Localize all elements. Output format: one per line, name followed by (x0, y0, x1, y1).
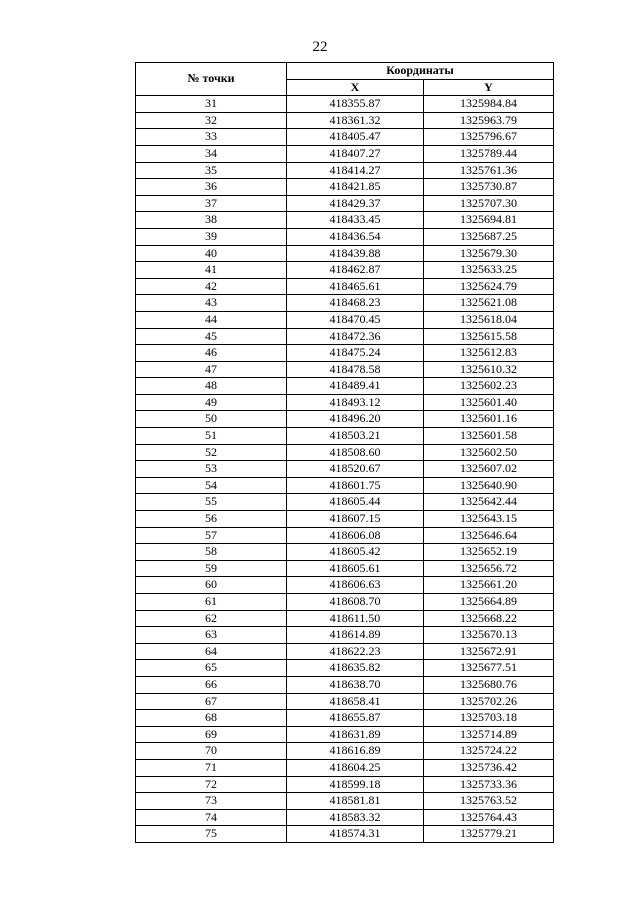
x-coordinate-cell: 418436.54 (287, 228, 424, 245)
x-coordinate-cell: 418605.44 (287, 494, 424, 511)
x-coordinate-cell: 418407.27 (287, 145, 424, 162)
x-coordinate-cell: 418496.20 (287, 411, 424, 428)
table-row (136, 759, 554, 776)
table-row (136, 428, 554, 445)
y-coordinate-cell: 1325621.08 (424, 295, 554, 312)
x-coordinate-cell: 418361.32 (287, 112, 424, 129)
coordinates-header: Координаты (287, 63, 554, 80)
table-row (136, 511, 554, 528)
point-number-cell: 65 (136, 660, 287, 677)
table-row (136, 461, 554, 478)
table-row (136, 179, 554, 196)
y-coordinate-cell: 1325763.52 (424, 793, 554, 810)
table-row (136, 627, 554, 644)
y-coordinate-cell: 1325607.02 (424, 461, 554, 478)
point-number-cell: 60 (136, 577, 287, 594)
y-coordinate-cell: 1325642.44 (424, 494, 554, 511)
x-coordinate-cell: 418604.25 (287, 759, 424, 776)
y-coordinate-cell: 1325694.81 (424, 212, 554, 229)
table-row (136, 527, 554, 544)
point-number-cell: 46 (136, 345, 287, 362)
y-coordinate-cell: 1325724.22 (424, 743, 554, 760)
x-coordinate-cell: 418433.45 (287, 212, 424, 229)
x-coordinate-cell: 418503.21 (287, 428, 424, 445)
x-coordinate-cell: 418658.41 (287, 693, 424, 710)
x-coordinate-cell: 418631.89 (287, 726, 424, 743)
point-number-cell: 56 (136, 511, 287, 528)
y-coordinate-cell: 1325984.84 (424, 96, 554, 113)
point-number-cell: 50 (136, 411, 287, 428)
x-coordinate-cell: 418583.32 (287, 809, 424, 826)
y-coordinate-cell: 1325796.67 (424, 129, 554, 146)
x-coordinate-cell: 418429.37 (287, 195, 424, 212)
table-row (136, 212, 554, 229)
y-coordinate-cell: 1325677.51 (424, 660, 554, 677)
x-coordinate-cell: 418606.08 (287, 527, 424, 544)
x-coordinate-cell: 418465.61 (287, 278, 424, 295)
table-row (136, 643, 554, 660)
y-coordinate-cell: 1325670.13 (424, 627, 554, 644)
point-number-cell: 57 (136, 527, 287, 544)
point-number-cell: 75 (136, 826, 287, 843)
y-coordinate-cell: 1325679.30 (424, 245, 554, 262)
table-row (136, 129, 554, 146)
y-coordinate-cell: 1325602.23 (424, 378, 554, 395)
table-row (136, 793, 554, 810)
header-row-top (136, 63, 554, 80)
y-coordinate-cell: 1325661.20 (424, 577, 554, 594)
point-number-cell: 41 (136, 262, 287, 279)
x-coordinate-cell: 418608.70 (287, 594, 424, 611)
y-coordinate-cell: 1325736.42 (424, 759, 554, 776)
point-number-cell: 38 (136, 212, 287, 229)
y-coordinate-cell: 1325602.50 (424, 444, 554, 461)
y-coordinate-cell: 1325624.79 (424, 278, 554, 295)
y-coordinate-cell: 1325733.36 (424, 776, 554, 793)
y-coordinate-cell: 1325703.18 (424, 710, 554, 727)
point-number-cell: 53 (136, 461, 287, 478)
table-row (136, 394, 554, 411)
table-row (136, 278, 554, 295)
point-number-cell: 52 (136, 444, 287, 461)
x-coordinate-cell: 418616.89 (287, 743, 424, 760)
point-number-cell: 42 (136, 278, 287, 295)
x-coordinate-cell: 418581.81 (287, 793, 424, 810)
table-row (136, 693, 554, 710)
point-number-cell: 40 (136, 245, 287, 262)
y-coordinate-cell: 1325687.25 (424, 228, 554, 245)
x-coordinate-cell: 418462.87 (287, 262, 424, 279)
point-number-cell: 44 (136, 311, 287, 328)
y-coordinate-cell: 1325789.44 (424, 145, 554, 162)
point-number-cell: 72 (136, 776, 287, 793)
table-row (136, 660, 554, 677)
y-coordinate-cell: 1325640.90 (424, 477, 554, 494)
table-row (136, 676, 554, 693)
point-number-cell: 70 (136, 743, 287, 760)
table-row (136, 145, 554, 162)
y-header: Y (424, 79, 554, 96)
x-coordinate-cell: 418478.58 (287, 361, 424, 378)
y-coordinate-cell: 1325612.83 (424, 345, 554, 362)
y-coordinate-cell: 1325702.26 (424, 693, 554, 710)
table-row (136, 378, 554, 395)
point-number-cell: 33 (136, 129, 287, 146)
point-number-cell: 35 (136, 162, 287, 179)
point-number-cell: 66 (136, 676, 287, 693)
y-coordinate-cell: 1325615.58 (424, 328, 554, 345)
point-number-cell: 74 (136, 809, 287, 826)
x-coordinate-cell: 418493.12 (287, 394, 424, 411)
y-coordinate-cell: 1325779.21 (424, 826, 554, 843)
point-number-cell: 31 (136, 96, 287, 113)
table-row (136, 494, 554, 511)
point-number-cell: 63 (136, 627, 287, 644)
x-coordinate-cell: 418468.23 (287, 295, 424, 312)
x-coordinate-cell: 418607.15 (287, 511, 424, 528)
point-number-cell: 36 (136, 179, 287, 196)
table-row (136, 311, 554, 328)
page-number: 22 (312, 39, 328, 55)
point-number-cell: 59 (136, 560, 287, 577)
point-number-header: № точки (136, 63, 287, 96)
table-row (136, 577, 554, 594)
table-row (136, 710, 554, 727)
y-coordinate-cell: 1325652.19 (424, 544, 554, 561)
point-number-cell: 32 (136, 112, 287, 129)
point-number-cell: 62 (136, 610, 287, 627)
point-number-cell: 73 (136, 793, 287, 810)
x-coordinate-cell: 418405.47 (287, 129, 424, 146)
x-coordinate-cell: 418611.50 (287, 610, 424, 627)
x-coordinate-cell: 418605.42 (287, 544, 424, 561)
table-header (136, 63, 554, 96)
x-coordinate-cell: 418475.24 (287, 345, 424, 362)
y-coordinate-cell: 1325601.16 (424, 411, 554, 428)
y-coordinate-cell: 1325656.72 (424, 560, 554, 577)
x-coordinate-cell: 418635.82 (287, 660, 424, 677)
x-coordinate-cell: 418601.75 (287, 477, 424, 494)
table-row (136, 112, 554, 129)
table-row (136, 162, 554, 179)
point-number-cell: 49 (136, 394, 287, 411)
point-number-cell: 61 (136, 594, 287, 611)
point-number-cell: 54 (136, 477, 287, 494)
table-row (136, 361, 554, 378)
x-coordinate-cell: 418470.45 (287, 311, 424, 328)
table-row (136, 96, 554, 113)
table-row (136, 444, 554, 461)
x-coordinate-cell: 418655.87 (287, 710, 424, 727)
y-coordinate-cell: 1325610.32 (424, 361, 554, 378)
table-row (136, 743, 554, 760)
y-coordinate-cell: 1325601.58 (424, 428, 554, 445)
point-number-cell: 64 (136, 643, 287, 660)
table-row (136, 228, 554, 245)
table-row (136, 560, 554, 577)
y-coordinate-cell: 1325646.64 (424, 527, 554, 544)
point-number-cell: 37 (136, 195, 287, 212)
y-coordinate-cell: 1325680.76 (424, 676, 554, 693)
point-number-cell: 39 (136, 228, 287, 245)
x-coordinate-cell: 418606.63 (287, 577, 424, 594)
y-coordinate-cell: 1325730.87 (424, 179, 554, 196)
y-coordinate-cell: 1325668.22 (424, 610, 554, 627)
table-row (136, 328, 554, 345)
y-coordinate-cell: 1325601.40 (424, 394, 554, 411)
x-coordinate-cell: 418508.60 (287, 444, 424, 461)
y-coordinate-cell: 1325672.91 (424, 643, 554, 660)
x-coordinate-cell: 418421.85 (287, 179, 424, 196)
table-body (136, 96, 554, 843)
point-number-cell: 51 (136, 428, 287, 445)
y-coordinate-cell: 1325764.43 (424, 809, 554, 826)
point-number-cell: 71 (136, 759, 287, 776)
x-coordinate-cell: 418574.31 (287, 826, 424, 843)
point-number-cell: 34 (136, 145, 287, 162)
table-row (136, 776, 554, 793)
table-row (136, 245, 554, 262)
x-coordinate-cell: 418614.89 (287, 627, 424, 644)
x-coordinate-cell: 418599.18 (287, 776, 424, 793)
table-row (136, 477, 554, 494)
y-coordinate-cell: 1325633.25 (424, 262, 554, 279)
x-header: X (287, 79, 424, 96)
table-row (136, 809, 554, 826)
table-row (136, 594, 554, 611)
y-coordinate-cell: 1325664.89 (424, 594, 554, 611)
y-coordinate-cell: 1325963.79 (424, 112, 554, 129)
x-coordinate-cell: 418520.67 (287, 461, 424, 478)
table-row (136, 726, 554, 743)
x-coordinate-cell: 418439.88 (287, 245, 424, 262)
table-row (136, 295, 554, 312)
y-coordinate-cell: 1325618.04 (424, 311, 554, 328)
coordinates-table (135, 62, 554, 843)
point-number-cell: 68 (136, 710, 287, 727)
point-number-cell: 69 (136, 726, 287, 743)
point-number-cell: 45 (136, 328, 287, 345)
point-number-cell: 55 (136, 494, 287, 511)
table-row (136, 345, 554, 362)
x-coordinate-cell: 418472.36 (287, 328, 424, 345)
y-coordinate-cell: 1325643.15 (424, 511, 554, 528)
y-coordinate-cell: 1325707.30 (424, 195, 554, 212)
x-coordinate-cell: 418622.23 (287, 643, 424, 660)
table-row (136, 195, 554, 212)
table-row (136, 610, 554, 627)
point-number-cell: 47 (136, 361, 287, 378)
x-coordinate-cell: 418414.27 (287, 162, 424, 179)
point-number-cell: 43 (136, 295, 287, 312)
point-number-cell: 48 (136, 378, 287, 395)
point-number-cell: 67 (136, 693, 287, 710)
x-coordinate-cell: 418489.41 (287, 378, 424, 395)
table-row (136, 826, 554, 843)
x-coordinate-cell: 418605.61 (287, 560, 424, 577)
y-coordinate-cell: 1325761.36 (424, 162, 554, 179)
x-coordinate-cell: 418638.70 (287, 676, 424, 693)
table-row (136, 544, 554, 561)
point-number-cell: 58 (136, 544, 287, 561)
x-coordinate-cell: 418355.87 (287, 96, 424, 113)
table-row (136, 262, 554, 279)
y-coordinate-cell: 1325714.89 (424, 726, 554, 743)
table-row (136, 411, 554, 428)
